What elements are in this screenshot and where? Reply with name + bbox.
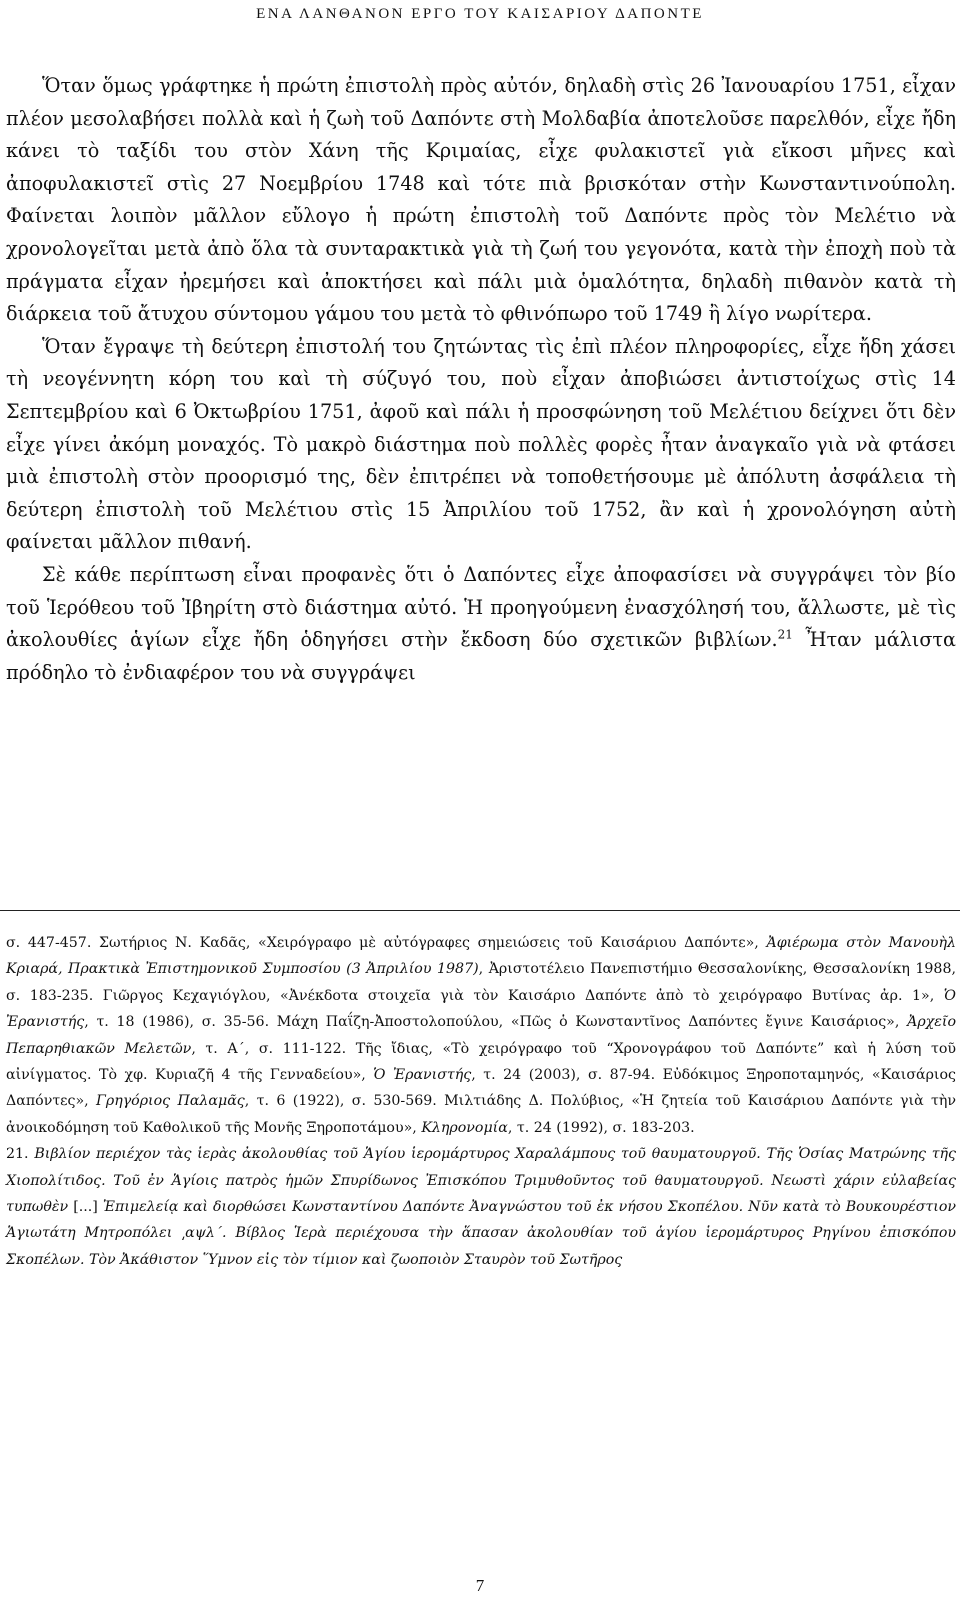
footnote-text: σ. 447-457. Σωτήριος Ν. Καδᾶς, «Χειρόγραφο μὲ αὐτόγραφες σημειώσεις τοῦ Καισάριου Δαπόντε», xyxy=(6,935,767,951)
footnote-title: Ὁ Ἐρανιστής xyxy=(6,987,956,1031)
footnote-text: , τ. 24 (1992), σ. 183-203. xyxy=(507,1119,695,1136)
paragraph-text: Ὅταν ὅμως γράφτηκε ἡ πρώτη ἐπιστολὴ πρὸς αὐτόν, δηλαδὴ στὶς 26 Ἰανουαρίου 1751, εἶχαν πλέον μεσολαβήσει πολλὰ καὶ ἡ ζωὴ τοῦ Δαπόντε στὴ Μολδαβία ἀποτελοῦσε παρελθόν, εἶχε ἤδη κάνει τὸ ταξίδι του στὸν Χάνη τῆς Κριμαίας, εἶχε φυλακιστεῖ γιὰ εἴκοσι μῆνες καὶ ἀποφυλακιστεῖ στὶς 27 Νοεμβρίου 1748 καὶ τότε πιὰ βρισκόταν στὴν Κωνσταντινούπολη. xyxy=(6,74,956,195)
footnote-title: Γρηγόριος Παλαμᾶς xyxy=(96,1093,245,1110)
footnote-title: Ἐπιμελείᾳ καὶ διορθώσει Κωνσταντίνου Δαπόντε Ἀναγνώστου τοῦ ἐκ νήσου Σκοπέλου. Νῦν κατὰ τὸ Βουκουρέστιον Ἁγιωτάτη Μητροπόλει xyxy=(6,1199,956,1242)
footnotes xyxy=(6,930,956,1273)
footnote-title: Βιβλίον περιέχον τὰς ἱερὰς ἀκολουθίας τοῦ Ἁγίου ἱερομάρτυρος Χαραλάμπους τοῦ θαυματουργοῦ. Τῆς Ὁσίας Ματρώνης τῆς Χιοπολίτιδος. Τοῦ ἐν Ἁγίοις πατρὸς ἡμῶν Σπυρίδωνος Ἐπισκόπου Τριμυθοῦντος τοῦ θαυματουργοῦ. Νεωστὶ χάριν εὐλαβείας τυπωθὲν xyxy=(6,1146,956,1216)
footnote-title: ͵αψλ΄ xyxy=(181,1225,222,1242)
paragraph-text: Ἦταν μάλιστα πρόδηλο τὸ ἐνδιαφέρον του νὰ συγγράψει xyxy=(6,628,957,684)
footnote-20-continued xyxy=(6,930,956,1141)
running-head: ΕΝΑ ΛΑΝΘΑΝΟΝ ΕΡΓΟ ΤΟΥ ΚΑΙΣΑΡΙΟΥ ΔΑΠΟΝΤΕ xyxy=(256,6,704,22)
footnote-text: , τ. Α΄, σ. 111-122. Τῆς ἴδιας, «Τὸ χειρόγραφο τοῦ “Χρονογράφου τοῦ Δαπόντε” καὶ ἡ λύση τοῦ αἰνίγματος. Τὸ χφ. Κυριαζῆ 4 τῆς Γενναδείου», xyxy=(6,1040,956,1084)
paragraph-text: Φαίνεται λοιπὸν μᾶλλον εὔλογο ἡ πρώτη ἐπιστολὴ τοῦ Δαπόντε πρὸς τὸν Μελέτιο νὰ χρονολογεῖται μετὰ ἀπὸ ὅλα τὰ συνταρακτικὰ γιὰ τὴ ζωή του γεγονότα, κατὰ τὴν ἐποχὴ ποὺ τὰ πράγματα εἶχαν ἠρεμήσει καὶ ἀποκτήσει καὶ πάλι μιὰ ὁμαλότητα, δηλαδὴ πιθανὸν κατὰ τὴ διάρκεια τοῦ ἄτυχου σύντομου γάμου του μετὰ τὸ φθινόπωρο τοῦ 1749 ἢ λίγο νωρίτερα. xyxy=(6,204,956,326)
footnote-number: 21. xyxy=(6,1146,35,1163)
footnote-21 xyxy=(6,1141,956,1273)
footnote-text: , τ. 18 (1986), σ. 35-56. Μάχη Παΐζη-Ἀποστολοπούλου, «Πῶς ὁ Κωνσταντῖνος Δαπόντες ἔγινε Καισάριος», xyxy=(84,1014,908,1031)
footnote-text: , Ἀριστοτέλειο Πανεπιστήμιο Θεσσαλονίκης, Θεσσαλονίκη 1988, σ. 183-235. Γιῶργος Κεχαγιόγλου, «Ἀνέκδοτα στοιχεῖα γιὰ τὸν Καισάριο Δαπόντε ἀπὸ τὸ χειρόγραφο Βυτίνας ἀρ. 1», xyxy=(6,961,956,1004)
footnote-text: , τ. 6 (1922), σ. 530-569. Μιλτιάδης Δ. Πολύβιος, «Ἡ ζητεία τοῦ Καισάριου Δαπόντε γιὰ τὴν ἀνοικοδόμηση τοῦ Καθολικοῦ τῆς Μονῆς Ξηροποτάμου», xyxy=(6,1093,956,1136)
footnote-marker: 21 xyxy=(777,627,793,642)
footnote-text: [...] xyxy=(73,1199,98,1216)
paragraph-text: Τὸ μακρὸ διάστημα ποὺ πολλὲς φορὲς ἦταν ἀναγκαῖο γιὰ νὰ φτάσει μιὰ ἐπιστολὴ στὸν προορισμό της, δὲν ἐπιτρέπει νὰ τοποθετήσουμε μὲ ἀπόλυτη ἀσφάλεια τὴ δεύτερη ἐπιστολὴ τοῦ Μελέτιου στὶς 15 Ἀπριλίου τοῦ 1752, ἂν καὶ ἡ χρονολόγηση αὐτὴ φαίνεται μᾶλλον πιθανή. xyxy=(6,432,956,554)
paragraph-text: Σὲ κάθε περίπτωση εἶναι προφανὲς ὅτι ὁ Δαπόντες εἶχε ἀποφασίσει νὰ συγγράψει τὸν βίο τοῦ Ἱερόθεου τοῦ Ἰβηρίτη στὸ διάστημα αὐτό. Ἡ προηγούμενη ἐνασχόλησή του, ἄλλωστε, μὲ τὶς ἀκολουθίες ἁγίων εἶχε ἤδη ὁδηγήσει στὴν ἔκδοση δύο σχετικῶν βιβλίων. xyxy=(6,562,956,652)
main-text xyxy=(6,70,956,689)
page-number: 7 xyxy=(475,1576,485,1595)
footnote-title: Ὁ Ἐρανιστής xyxy=(373,1067,472,1084)
paragraph xyxy=(6,70,956,331)
footnote-title: Ἀρχεῖο Πεπαρηθιακῶν Μελετῶν xyxy=(6,1014,956,1057)
paragraph xyxy=(6,331,956,559)
footnote-text: , τ. 24 (2003), σ. 87-94. Εὐδόκιμος Ξηροποταμηνός, «Καισάριος Δαπόντες», xyxy=(6,1067,956,1110)
footnote-title: Κληρονομία xyxy=(421,1119,508,1136)
paragraph xyxy=(6,559,956,689)
paragraph-text: Ὅταν ἔγραψε τὴ δεύτερη ἐπιστολή του ζητώντας τὶς ἐπὶ πλέον πληροφορίες, εἶχε ἤδη χάσει τὴ νεογέννητη κόρη του καὶ τὴ σύζυγό του, ποὺ εἶχαν ἀποβιώσει ἀντιστοίχως στὶς 14 Σεπτεμβρίου καὶ 6 Ὀκτωβρίου 1751, ἀφοῦ καὶ πάλι ἡ προσφώνηση τοῦ Μελέτιου δείχνει ὅτι δὲν εἶχε γίνει ἀκόμη μοναχός. xyxy=(6,334,956,456)
footnote-title: Ἀφιέρωμα στὸν Μανουὴλ Κριαρά, Πρακτικὰ Ἐπιστημονικοῦ Συμποσίου (3 Ἀπριλίου 1987) xyxy=(6,935,956,978)
footnote-title: . Βίβλος Ἱερὰ περιέχουσα τὴν ἅπασαν ἀκολουθίαν τοῦ ἁγίου ἱερομάρτυρος Ρηγίνου ἐπισκόπου Σκοπέλων. Τὸν Ἀκάθιστον Ὕμνον εἰς τὸν τίμιον καὶ ζωοποιὸν Σταυρὸν τοῦ Σωτῆρος xyxy=(6,1225,956,1268)
footnote-rule xyxy=(0,910,960,911)
